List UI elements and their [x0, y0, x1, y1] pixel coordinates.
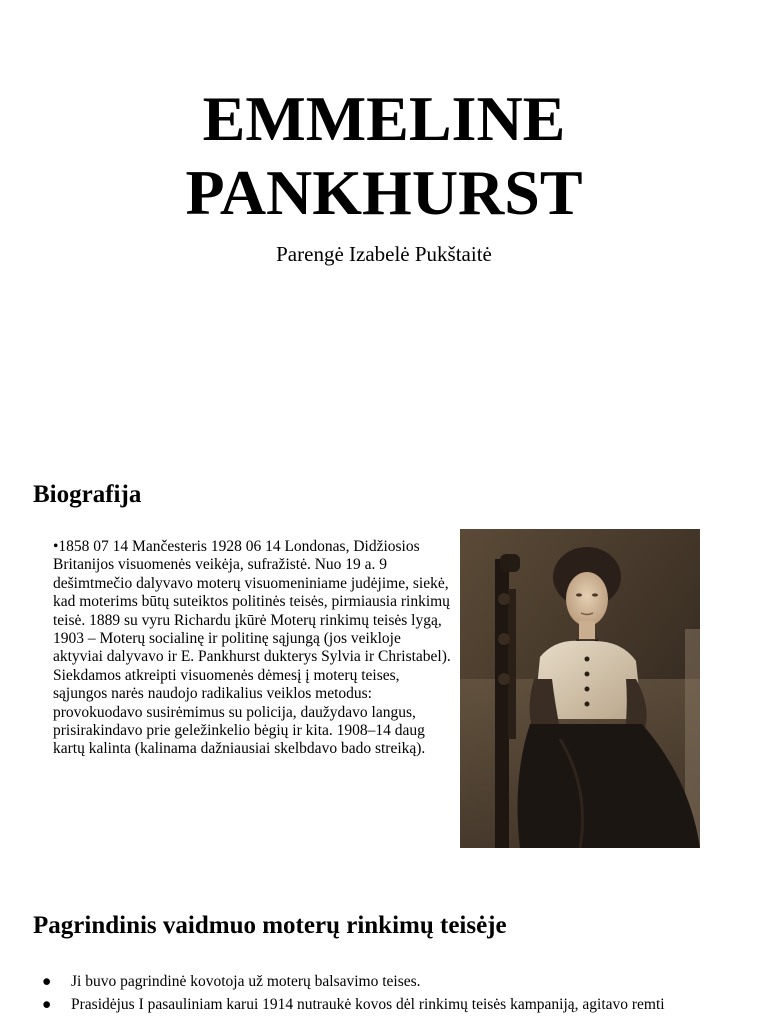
- list-item-text: Prasidėjus I pasauliniam karui 1914 nutraukė kovos dėl rinkimų teisės kampaniją, agitavo remti: [71, 996, 665, 1013]
- list-item: [33, 970, 733, 993]
- biography-text: •1858 07 14 Mančesteris 1928 06 14 Londonas, Didžiosios Britanijos visuomenės veikėja, sufražistė. Nuo 19 a. 9 dešimtmečio dalyvavo moterų visuomeniniame judėjime, siekė, kad moterims būtų suteiktos politinės teisės, pirmiausia rinkimų teisė. 1889 su vyru Richardu įkūrė Moterų rinkimų teisės lygą, 1903 – Moterų socialinę ir politinę sąjungą (jos veikloje aktyviai dalyvavo ir E. Pankhurst dukterys Sylvia ir Christabel). Siekdamos atkreipti visuomenės dėmesį į moterų teises, sąjungos narės naudojo radikalius veiklos metodus: provokuodavo susirėmimus su policija, daužydavo langus, prisirakindavo prie geležinkelio bėgių ir kita. 1908–14 daug kartų kalinta (kalinama dažniausiai skelbdavo bado streiką).: [53, 538, 451, 758]
- role-bullet-list: [33, 970, 733, 1016]
- bullet-icon: ●: [42, 973, 52, 990]
- role-heading: Pagrindinis vaidmuo moterų rinkimų teisėje: [33, 912, 507, 939]
- title-line-2: PANKHURST: [185, 157, 583, 228]
- portrait-photo: [460, 529, 700, 848]
- title-line-1: EMMELINE: [202, 83, 566, 154]
- page-title: [0, 82, 768, 230]
- portrait-illustration: [460, 529, 700, 848]
- author-subtitle: Parengė Izabelė Pukštaitė: [276, 242, 492, 266]
- biography-heading: Biografija: [33, 481, 142, 508]
- bullet-icon: ●: [42, 996, 52, 1013]
- list-item-text: Ji buvo pagrindinė kovotoja už moterų balsavimo teises.: [71, 973, 421, 990]
- list-item: [33, 993, 733, 1016]
